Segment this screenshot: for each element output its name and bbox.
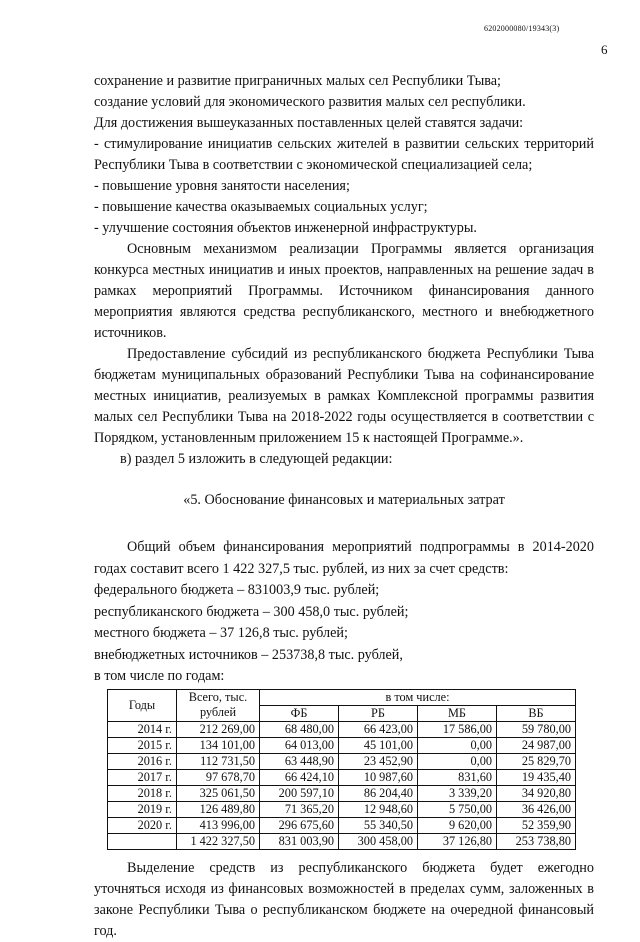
cell-year: 2018 г.: [108, 785, 177, 801]
cell-vb: 52 359,90: [497, 817, 576, 833]
instruction: в) раздел 5 изложить в следующей редакции:: [120, 451, 393, 467]
cell-rb: 55 340,50: [339, 817, 418, 833]
cell-fb: 296 675,60: [260, 817, 339, 833]
cell-total: 212 269,00: [177, 721, 260, 737]
table-row: [108, 769, 576, 785]
table-row: [108, 753, 576, 769]
by-year-label: в том числе по годам:: [94, 668, 225, 684]
cell-vb: 24 987,00: [497, 737, 576, 753]
table-totals-row: [108, 833, 576, 849]
cell-total: 1 422 327,50: [177, 833, 260, 849]
financing-table: [107, 689, 576, 850]
cell-total: 325 061,50: [177, 785, 260, 801]
financing-block: [94, 537, 594, 688]
cell-year: 2015 г.: [108, 737, 177, 753]
col-years: Годы: [108, 689, 177, 721]
cell-fb: 831 003,90: [260, 833, 339, 849]
cell-fb: 68 480,00: [260, 721, 339, 737]
table-header-row: [108, 689, 576, 705]
table-row: [108, 817, 576, 833]
table-row: [108, 721, 576, 737]
intro-line: сохранение и развитие приграничных малых сел Республики Тыва;: [94, 73, 501, 89]
cell-vb: 59 780,00: [497, 721, 576, 737]
task-item: - повышение качества оказываемых социальных услуг;: [94, 199, 428, 215]
cell-fb: 63 448,90: [260, 753, 339, 769]
cell-year: 2014 г.: [108, 721, 177, 737]
col-including: в том числе:: [260, 689, 576, 705]
financing-line: федерального бюджета – 831003,9 тыс. рублей;: [94, 582, 380, 598]
page-number: 6: [601, 42, 608, 57]
cell-mb: 831,60: [418, 769, 497, 785]
col-fb: ФБ: [260, 705, 339, 721]
table-row: [108, 785, 576, 801]
paragraph-subsidies: Предоставление субсидий из республиканского бюджета Республики Тыва бюджетам муниципальных образований Республики Тыва на софинансирование местных инициатив, реализуемых в рамках Комплексной программы развития малых сел Республики Тыва на 2018-2022 годы осуществляется в соответствии с Порядком, установленным приложением 15 к настоящей Программе.».: [94, 346, 594, 446]
tasks-intro: Для достижения вышеуказанных поставленных целей ставятся задачи:: [94, 115, 524, 131]
task-item: - улучшение состояния объектов инженерной инфраструктуры.: [94, 220, 477, 236]
task-item: - стимулирование инициатив сельских жителей в развитии сельских территорий Республики Тыва в соответствии с экономической специализацией села;: [94, 136, 594, 173]
col-mb: МБ: [418, 705, 497, 721]
col-vb: ВБ: [497, 705, 576, 721]
col-rb: РБ: [339, 705, 418, 721]
table-body: [108, 721, 576, 849]
cell-mb: 37 126,80: [418, 833, 497, 849]
cell-year: 2020 г.: [108, 817, 177, 833]
cell-mb: 9 620,00: [418, 817, 497, 833]
closing-paragraph: Выделение средств из республиканского бюджета будет ежегодно уточняться исходя из финансовых возможностей в пределах сумм, заложенных в законе Республики Тыва о республиканском бюджете на очередной финансовый год.: [94, 859, 594, 939]
cell-mb: 0,00: [418, 753, 497, 769]
cell-vb: 253 738,80: [497, 833, 576, 849]
financing-line: внебюджетных источников – 253738,8 тыс. рублей,: [94, 646, 403, 663]
cell-rb: 86 204,40: [339, 785, 418, 801]
cell-year: 2016 г.: [108, 753, 177, 769]
cell-mb: 0,00: [418, 737, 497, 753]
cell-fb: 71 365,20: [260, 801, 339, 817]
cell-total: 413 996,00: [177, 817, 260, 833]
section-heading: «5. Обоснование финансовых и материальных затрат: [183, 492, 505, 508]
cell-rb: 23 452,90: [339, 753, 418, 769]
cell-year: 2017 г.: [108, 769, 177, 785]
cell-total: 134 101,00: [177, 737, 260, 753]
table-row: [108, 737, 576, 753]
cell-fb: 64 013,00: [260, 737, 339, 753]
document-body: [94, 71, 594, 942]
table-row: [108, 801, 576, 817]
cell-vb: 19 435,40: [497, 769, 576, 785]
financing-intro: Общий объем финансирования мероприятий подпрограммы в 2014-2020 годах составит всего 1 422 327,5 тыс. рублей, из них за счет средств:: [94, 539, 594, 577]
paragraph-mechanism: Основным механизмом реализации Программы является организация конкурса местных инициатив и иных проектов, направленных на решение задач в рамках мероприятий Программы. Источником финансирования данного мероприятия являются средства республиканского, местного и внебюджетного источников.: [94, 241, 594, 341]
cell-mb: 17 586,00: [418, 721, 497, 737]
cell-vb: 36 426,00: [497, 801, 576, 817]
cell-total: 126 489,80: [177, 801, 260, 817]
cell-mb: 3 339,20: [418, 785, 497, 801]
cell-vb: 34 920,80: [497, 785, 576, 801]
financing-line: республиканского бюджета – 300 458,0 тыс. рублей;: [94, 603, 409, 620]
cell-fb: 200 597,10: [260, 785, 339, 801]
cell-rb: 45 101,00: [339, 737, 418, 753]
cell-vb: 25 829,70: [497, 753, 576, 769]
cell-rb: 66 423,00: [339, 721, 418, 737]
cell-rb: 300 458,00: [339, 833, 418, 849]
cell-rb: 10 987,60: [339, 769, 418, 785]
financing-line: местного бюджета – 37 126,8 тыс. рублей;: [94, 625, 348, 641]
task-item: - повышение уровня занятости населения;: [94, 178, 350, 194]
cell-total: 97 678,70: [177, 769, 260, 785]
intro-line: создание условий для экономического развития малых сел республики.: [94, 94, 526, 110]
cell-total: 112 731,50: [177, 753, 260, 769]
cell-year: [108, 833, 177, 849]
cell-rb: 12 948,60: [339, 801, 418, 817]
cell-fb: 66 424,10: [260, 769, 339, 785]
document-id: 6202000080/19343(3): [484, 24, 560, 33]
col-total: Всего, тыс. рублей: [177, 689, 260, 721]
cell-mb: 5 750,00: [418, 801, 497, 817]
cell-year: 2019 г.: [108, 801, 177, 817]
